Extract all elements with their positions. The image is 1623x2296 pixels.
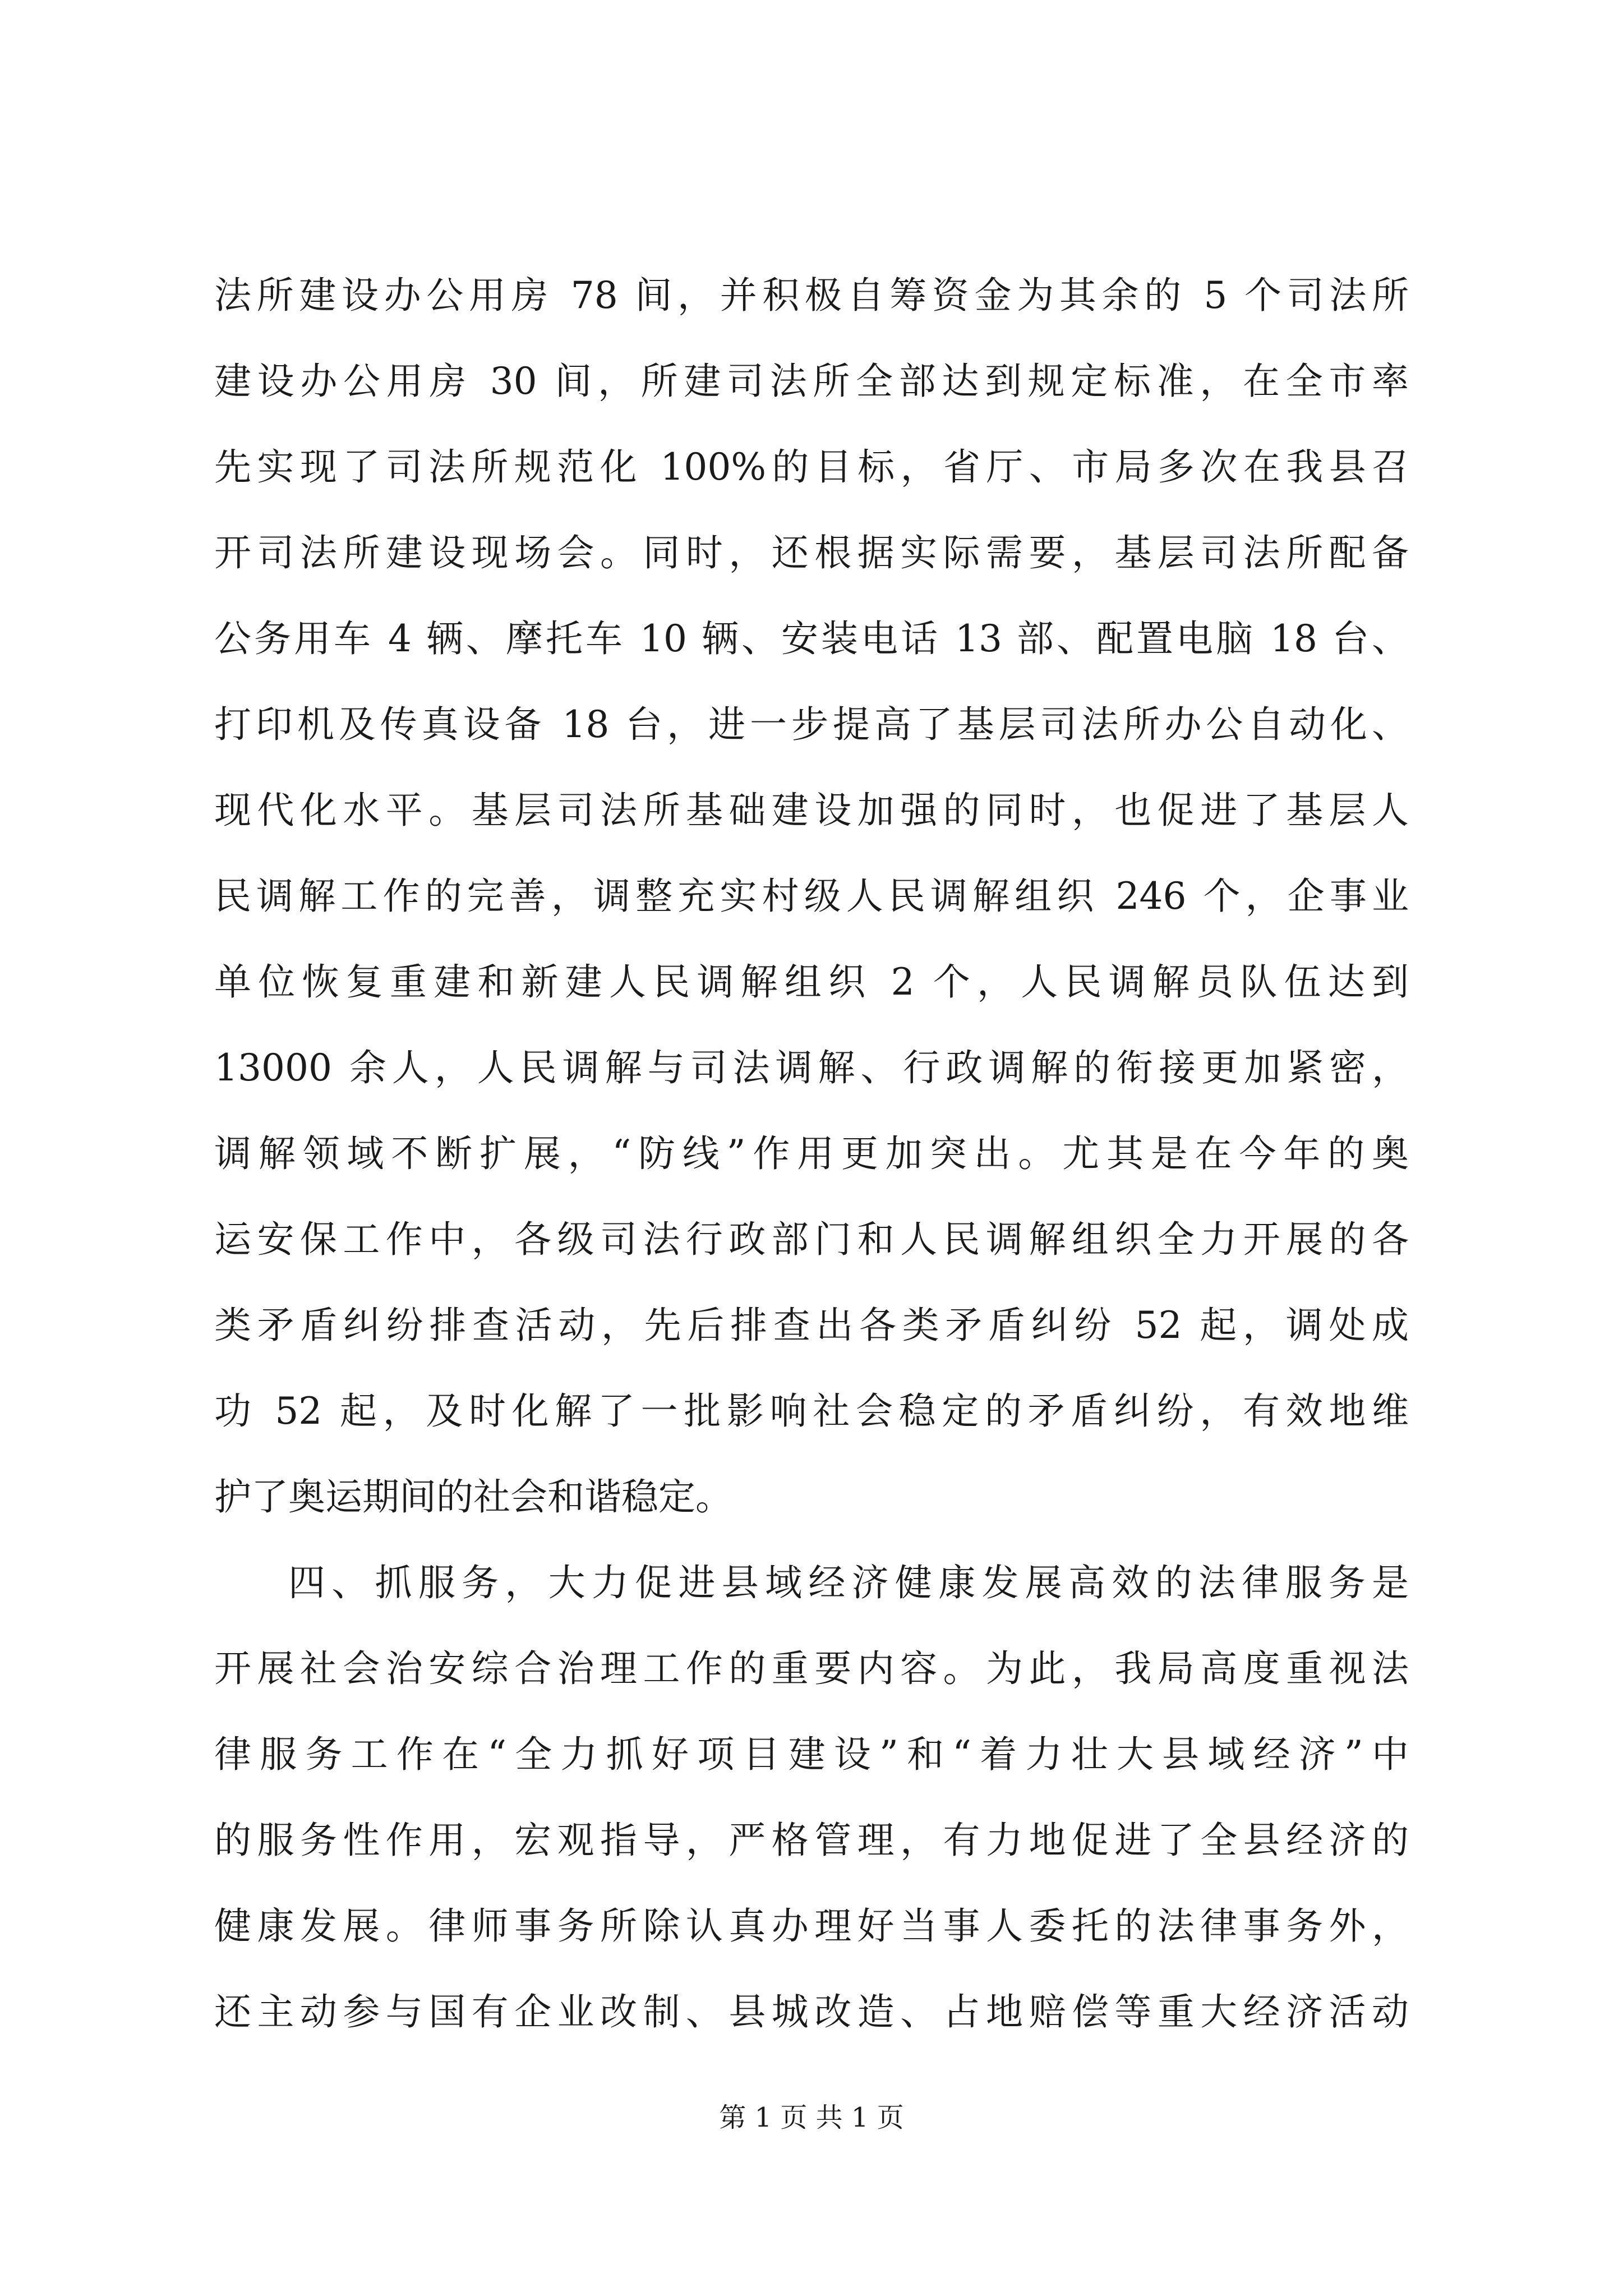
text-line: 打印机及传真设备 18 台，进一步提高了基层司法所办公自动化、 (214, 703, 1409, 746)
text-line: 调解领域不断扩展，“防线”作用更加突出。尤其是在今年的奥 (214, 1132, 1409, 1175)
text-line: 先实现了司法所规范化 100%的目标，省厅、市局多次在我县召 (214, 445, 1409, 489)
text-line: 单位恢复重建和新建人民调解组织 2 个，人民调解员队伍达到 (214, 960, 1409, 1004)
text-line: 健康发展。律师事务所除认真办理好当事人委托的法律事务外， (214, 1904, 1409, 1948)
text-line: 建设办公用房 30 间，所建司法所全部达到规定标准，在全市率 (214, 360, 1409, 403)
text-line: 律服务工作在“全力抓好项目建设”和“着力壮大县域经济”中 (214, 1733, 1409, 1776)
paragraph-1 (214, 252, 1409, 1540)
text-line: 运安保工作中，各级司法行政部门和人民调解组织全力开展的各 (214, 1218, 1409, 1261)
text-line: 功 52 起，及时化解了一批影响社会稳定的矛盾纠纷，有效地维 (214, 1389, 1409, 1433)
paragraph-2 (214, 1540, 1409, 2055)
text-line: 四、抓服务，大力促进县域经济健康发展高效的法律服务是 (288, 1561, 1409, 1604)
text-line: 类矛盾纠纷排查活动，先后排查出各类矛盾纠纷 52 起，调处成 (214, 1304, 1409, 1347)
text-line: 法所建设办公用房 78 间，并积极自筹资金为其余的 5 个司法所 (214, 274, 1409, 317)
text-line: 护了奥运期间的社会和谐稳定。 (214, 1475, 732, 1519)
text-line: 民调解工作的完善，调整充实村级人民调解组织 246 个，企事业 (214, 875, 1409, 918)
page-footer: 第 1 页 共 1 页 (719, 2102, 904, 2133)
text-line: 开司法所建设现场会。同时，还根据实际需要，基层司法所配备 (214, 531, 1409, 574)
text-line: 还主动参与国有企业改制、县城改造、占地赔偿等重大经济活动 (214, 1990, 1409, 2033)
document-body (214, 252, 1409, 2055)
text-line: 现代化水平。基层司法所基础建设加强的同时，也促进了基层人 (214, 789, 1409, 832)
text-line: 开展社会治安综合治理工作的重要内容。为此，我局高度重视法 (214, 1647, 1409, 1690)
text-line: 13000 余人，人民调解与司法调解、行政调解的衔接更加紧密， (214, 1046, 1409, 1089)
text-line: 的服务性作用，宏观指导，严格管理，有力地促进了全县经济的 (214, 1819, 1409, 1862)
text-line: 公务用车 4 辆、摩托车 10 辆、安装电话 13 部、配置电脑 18 台、 (214, 617, 1409, 660)
